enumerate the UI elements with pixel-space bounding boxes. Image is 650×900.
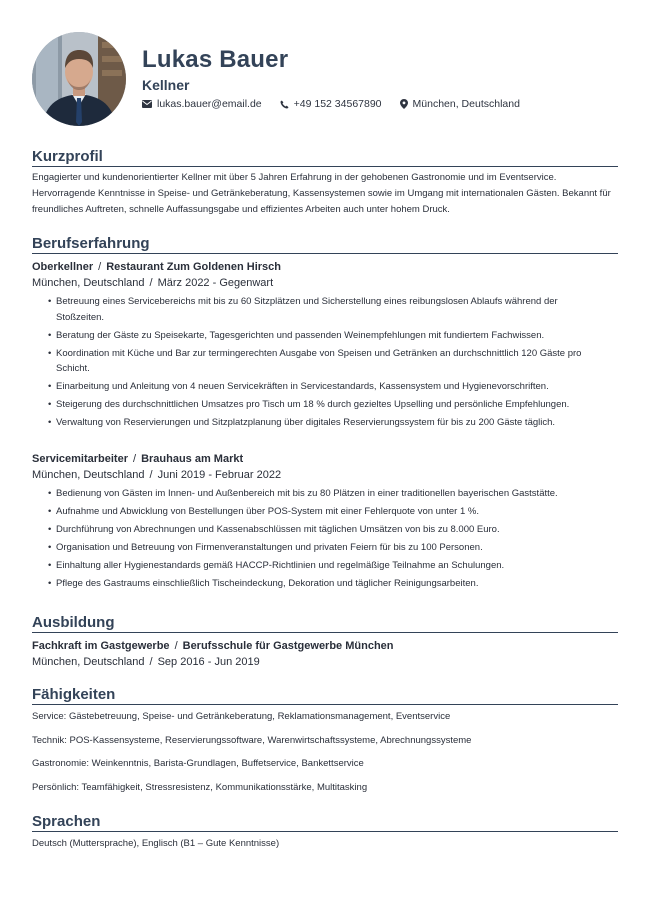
list-item: • Verwaltung von Reservierungen und Sitzplatzplanung über digitales Reservierungssystem für bis zu 200 Gäste täglich. xyxy=(48,415,608,431)
job-1-dates: März 2022 - Gegenwart xyxy=(157,277,274,289)
languages-text: Deutsch (Muttersprache), Englisch (B1 – Gute Kenntnisse) xyxy=(32,838,280,849)
candidate-job-title: Kellner xyxy=(142,77,190,93)
skills-heading: Fähigkeiten xyxy=(32,686,116,703)
list-item: • Einarbeitung und Anleitung von 4 neuen Servicekräften in Servicestandards, Kassensystem und Hygienevorschriften. xyxy=(48,379,608,395)
experience-divider xyxy=(32,253,618,254)
education-school: Berufsschule für Gastgewerbe München xyxy=(182,640,394,652)
list-item: • Koordination mit Küche und Bar zur termingerechten Ausgabe von Speisen und Getränken an durchschnittlich 120 Gäste pro Schicht. xyxy=(48,346,608,377)
contact-email[interactable] xyxy=(142,98,262,110)
experience-heading: Berufserfahrung xyxy=(32,235,150,252)
email-text: lukas.bauer@email.de xyxy=(157,98,262,110)
job-2-header: Servicemitarbeiter / Brauhaus am Markt xyxy=(32,453,244,465)
phone-text: +49 152 34567890 xyxy=(293,98,382,110)
job-2-bullets xyxy=(48,486,608,594)
education-degree: Fachkraft im Gastgewerbe xyxy=(32,640,170,652)
list-item: • Pflege des Gastraums einschließlich Tischeindeckung, Dekoration und täglicher Reinigungsarbeiten. xyxy=(48,576,608,592)
list-item: • Einhaltung aller Hygienestandards gemäß HACCP-Richtlinien und regelmäßige Teilnahme an Schulungen. xyxy=(48,558,608,574)
contact-phone[interactable] xyxy=(280,98,382,110)
location-text: München, Deutschland xyxy=(412,98,520,110)
skills-divider xyxy=(32,704,618,705)
education-dates: Sep 2016 - Jun 2019 xyxy=(157,656,260,668)
contact-bar xyxy=(142,98,538,110)
languages-divider xyxy=(32,831,618,832)
job-1-employer: Restaurant Zum Goldenen Hirsch xyxy=(106,261,282,273)
list-item: • Aufnahme und Abwicklung von Bestellungen über POS-System mit einer Fehlerquote von unter 1 %. xyxy=(48,504,608,520)
list-item: • Bedienung von Gästen im Innen- und Außenbereich mit bis zu 80 Plätzen in einer traditionellen bayerischen Gaststätte. xyxy=(48,486,608,502)
job-2-location: München, Deutschland xyxy=(32,469,145,481)
contact-location xyxy=(400,98,520,110)
education-heading: Ausbildung xyxy=(32,614,115,631)
phone-icon xyxy=(280,100,289,109)
skill-line: Technik: POS-Kassensysteme, Reservierungssoftware, Warenwirtschaftssysteme, Abrechnungssysteme xyxy=(32,735,472,746)
map-pin-icon xyxy=(400,99,408,109)
job-1-position: Oberkellner xyxy=(32,261,94,273)
resume-header xyxy=(32,32,618,126)
job-2-employer: Brauhaus am Markt xyxy=(141,453,244,465)
job-1-meta: München, Deutschland / März 2022 - Gegenwart xyxy=(32,277,274,289)
skill-line: Service: Gästebetreuung, Speise- und Getränkeberatung, Reklamationsmanagement, Eventservice xyxy=(32,711,451,722)
list-item: • Beratung der Gäste zu Speisekarte, Tagesgerichten und passenden Weinempfehlungen mit fundiertem Fachwissen. xyxy=(48,328,608,344)
job-2-dates: Juni 2019 - Februar 2022 xyxy=(157,469,282,481)
list-item: • Organisation und Betreuung von Firmenveranstaltungen und privaten Feiern für bis zu 100 Personen. xyxy=(48,540,608,556)
profile-divider xyxy=(32,166,618,167)
profile-summary: Engagierter und kundenorientierter Kellner mit über 5 Jahren Erfahrung in der gehobenen Gastronomie und im Eventservice. Hervorragende Kenntnisse in Speise- und Getränkeberatung, Kassensystemen sowie im Umgang mit internationalen Gästen. Bekannt für freundliches Auftreten, schnelle Auffassungsgabe und effizientes Arbeiten auch unter hohem Druck. xyxy=(32,172,611,215)
job-1-location: München, Deutschland xyxy=(32,277,145,289)
skill-line: Persönlich: Teamfähigkeit, Stressresistenz, Kommunikationsstärke, Multitasking xyxy=(32,782,368,793)
job-2-meta: München, Deutschland / Juni 2019 - Februar 2022 xyxy=(32,469,282,481)
job-1-header: Oberkellner / Restaurant Zum Goldenen Hirsch xyxy=(32,261,282,273)
list-item: • Steigerung des durchschnittlichen Umsatzes pro Tisch um 18 % durch gezieltes Upselling und persönliche Empfehlungen. xyxy=(48,397,608,413)
education-divider xyxy=(32,632,618,633)
candidate-name: Lukas Bauer xyxy=(142,46,289,73)
skill-line: Gastronomie: Weinkenntnis, Barista-Grundlagen, Buffetservice, Bankettservice xyxy=(32,758,364,769)
education-header: Fachkraft im Gastgewerbe / Berufsschule für Gastgewerbe München xyxy=(32,640,394,652)
list-item: • Betreuung eines Servicebereichs mit bis zu 60 Sitzplätzen und Sicherstellung eines reibungslosen Ablaufs während der Stoßzeiten. xyxy=(48,294,608,325)
job-1-bullets xyxy=(48,294,608,433)
languages-heading: Sprachen xyxy=(32,813,101,830)
education-location: München, Deutschland xyxy=(32,656,145,668)
job-2-position: Servicemitarbeiter xyxy=(32,453,128,465)
education-meta: München, Deutschland / Sep 2016 - Jun 2019 xyxy=(32,656,260,668)
envelope-icon xyxy=(142,100,152,108)
profile-heading: Kurzprofil xyxy=(32,148,103,165)
list-item: • Durchführung von Abrechnungen und Kassenabschlüssen mit täglichen Umsätzen von bis zu 8.000 Euro. xyxy=(48,522,608,538)
profile-photo xyxy=(32,32,126,126)
